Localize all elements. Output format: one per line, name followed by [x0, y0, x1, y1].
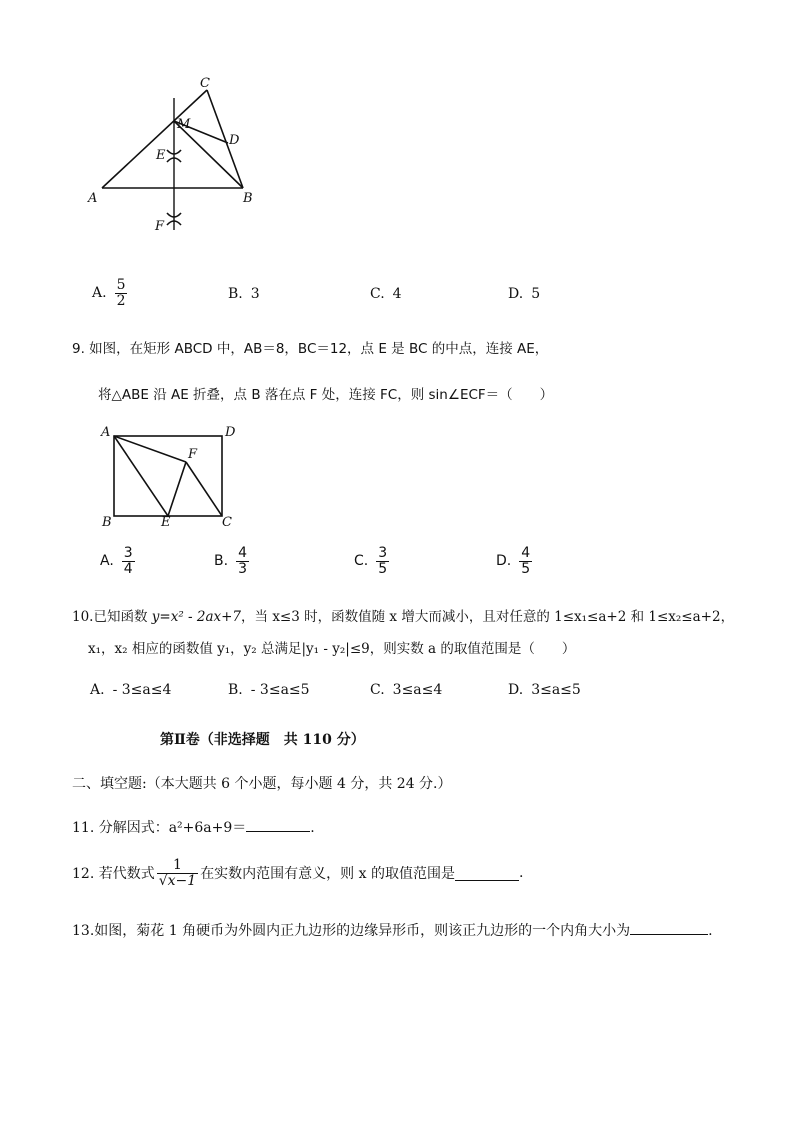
- label-b: B: [102, 515, 112, 530]
- option-letter: C.: [370, 682, 385, 698]
- option-letter: D.: [508, 682, 524, 698]
- q12-end: .: [518, 865, 524, 882]
- q10-option-c[interactable]: [370, 682, 442, 698]
- q12-answer-blank[interactable]: [455, 866, 519, 881]
- denominator: √x−1: [158, 872, 197, 889]
- option-letter: C.: [354, 553, 369, 570]
- label-e: E: [161, 515, 171, 530]
- option-value: 5: [531, 286, 541, 302]
- q13-answer-blank[interactable]: [630, 920, 708, 935]
- label-b: B: [243, 191, 253, 206]
- denominator: 2: [116, 292, 126, 309]
- q12: [72, 858, 523, 888]
- option-letter: D.: [508, 286, 524, 302]
- q10-option-b[interactable]: [228, 682, 310, 698]
- segment-ac: [102, 90, 207, 188]
- figure-q8: [80, 70, 280, 245]
- fraction: [122, 546, 135, 576]
- option-letter: A.: [92, 285, 107, 302]
- q10-line2: x₁，x₂ 相应的函数值 y₁，y₂ 总满足|y₁ - y₂|≤9，则实数 a 的取值范围是（ ）: [88, 641, 576, 657]
- q11-text: 11. 分解因式：a²+6a+9＝: [72, 820, 247, 836]
- figure-q9: [98, 420, 248, 532]
- q11-answer-blank[interactable]: [246, 817, 310, 832]
- q8-option-a[interactable]: [92, 278, 127, 308]
- numerator: 3: [123, 545, 133, 561]
- q10-option-d[interactable]: [508, 682, 581, 698]
- denominator: 5: [378, 560, 388, 577]
- numerator: 3: [378, 545, 388, 561]
- numerator: 5: [116, 277, 126, 293]
- q10-option-a[interactable]: [90, 682, 171, 698]
- option-letter: A.: [100, 553, 114, 570]
- option-letter: B.: [228, 682, 243, 698]
- q10-prefix: 10.已知函数: [72, 609, 152, 625]
- q8-option-b[interactable]: [228, 286, 260, 302]
- q11: [72, 817, 315, 837]
- option-value: 3≤a≤4: [392, 682, 443, 698]
- numerator: 1: [172, 857, 182, 873]
- segment-fc: [186, 462, 222, 516]
- q8-option-c[interactable]: [370, 286, 402, 302]
- label-c: C: [200, 76, 210, 91]
- q9-option-d[interactable]: [496, 546, 532, 576]
- q9-option-a[interactable]: [100, 546, 135, 576]
- q8-option-d[interactable]: [508, 286, 540, 302]
- numerator: 4: [238, 545, 247, 561]
- denominator: 3: [238, 560, 247, 577]
- option-letter: B.: [228, 286, 243, 302]
- option-letter: C.: [370, 286, 385, 302]
- q12-prefix: 12. 若代数式: [72, 866, 155, 883]
- label-d: D: [225, 425, 236, 440]
- q9-line1: 9. 如图，在矩形 ABCD 中，AB＝8，BC＝12，点 E 是 BC 的中点，连接 AE，: [72, 341, 549, 357]
- label-m: M: [177, 117, 191, 132]
- q10-line1: [72, 605, 734, 625]
- label-e: E: [156, 148, 166, 163]
- label-c: C: [222, 515, 232, 530]
- q11-end: .: [310, 820, 315, 836]
- q9-option-c[interactable]: [354, 546, 389, 576]
- q13-text: 13.如图，菊花 1 角硬币为外圆内正九边形的边缘异形币，则该正九边形的一个内角大小为: [72, 923, 631, 939]
- numerator: 4: [521, 545, 531, 561]
- section2-title: 第Ⅱ卷（非选择题 共 110 分）: [160, 732, 365, 748]
- fraction: [236, 546, 249, 576]
- segment-ef: [168, 462, 186, 516]
- section2-subtitle: 二、填空题:（本大题共 6 个小题，每小题 4 分，共 24 分.）: [72, 776, 452, 792]
- option-letter: A.: [90, 682, 105, 698]
- rectangle-abcd: [114, 436, 222, 516]
- segment-ae: [114, 436, 168, 516]
- option-letter: B.: [214, 553, 229, 570]
- q9-line2: 将△ABE 沿 AE 折叠，点 B 落在点 F 处，连接 FC，则 sin∠ECF＝（ ）: [98, 387, 554, 403]
- label-d: D: [229, 133, 240, 148]
- fraction: [519, 546, 532, 576]
- option-value: 4: [392, 286, 402, 302]
- q9-option-b[interactable]: [214, 546, 249, 576]
- q13: [72, 920, 713, 940]
- option-value: - 3≤a≤5: [250, 682, 310, 698]
- denominator: 5: [521, 560, 531, 577]
- q10-condition: ，当 x≤3 时，函数值随 x 增大而减小，且对任意的 1≤x₁≤a+2 和 1≤x₂≤a+2，: [241, 609, 735, 625]
- q12-fraction: [157, 858, 198, 888]
- fraction: [115, 278, 128, 308]
- option-value: 3≤a≤5: [531, 682, 581, 698]
- segment-af: [114, 436, 186, 462]
- q10-function: y=x² - 2ax+7: [151, 609, 242, 625]
- q13-end: .: [708, 923, 713, 939]
- fraction: [376, 546, 389, 576]
- option-letter: D.: [496, 553, 512, 570]
- option-value: 3: [250, 286, 260, 302]
- denominator: 4: [123, 560, 133, 577]
- label-f: F: [155, 219, 165, 234]
- q12-suffix: 在实数内范围有意义，则 x 的取值范围是: [200, 866, 455, 883]
- label-a: A: [101, 425, 111, 440]
- label-f: F: [188, 447, 198, 462]
- label-a: A: [88, 191, 98, 206]
- option-value: - 3≤a≤4: [112, 682, 172, 698]
